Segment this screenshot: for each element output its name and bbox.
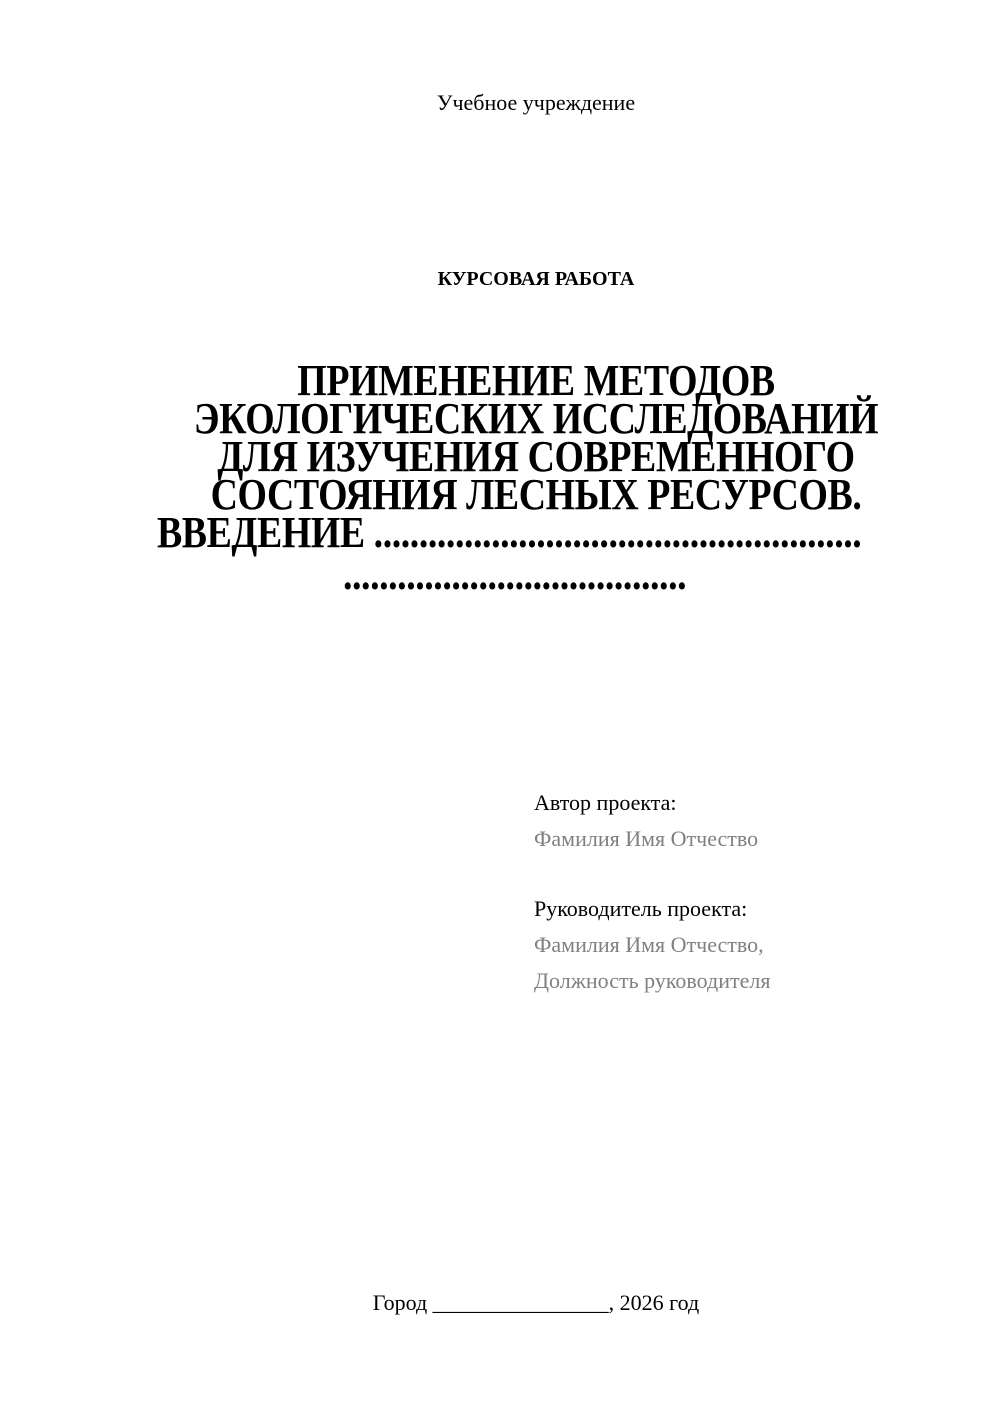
toc-introduction-line: ВВЕДЕНИЕ ...................................................... [157, 508, 862, 557]
author-block [534, 790, 758, 852]
supervisor-name: Фамилия Имя Отчество, [534, 932, 764, 957]
title-line: СОСТОЯНИЯ ЛЕСНЫХ РЕСУРСОВ. [210, 470, 862, 519]
author-name: Фамилия Имя Отчество [534, 826, 759, 851]
title-line: ДЛЯ ИЗУЧЕНИЯ СОВРЕМЕННОГО [217, 432, 855, 481]
supervisor-position: Должность руководителя [534, 968, 771, 993]
institution-name: Учебное учреждение [436, 90, 636, 115]
title-line: ЭКОЛОГИЧЕСКИХ ИССЛЕДОВАНИЙ [193, 394, 879, 443]
toc-dot-leader: ...................................... [343, 550, 687, 599]
supervisor-block [534, 896, 770, 994]
city-year-footer: Город ________________, 2026 год [372, 1290, 700, 1315]
author-label: Автор проекта: [534, 790, 677, 815]
supervisor-label: Руководитель проекта: [534, 896, 748, 921]
work-type-heading: КУРСОВАЯ РАБОТА [437, 268, 635, 290]
document-title [0, 356, 1000, 599]
title-line: ПРИМЕНЕНИЕ МЕТОДОВ [297, 356, 775, 405]
